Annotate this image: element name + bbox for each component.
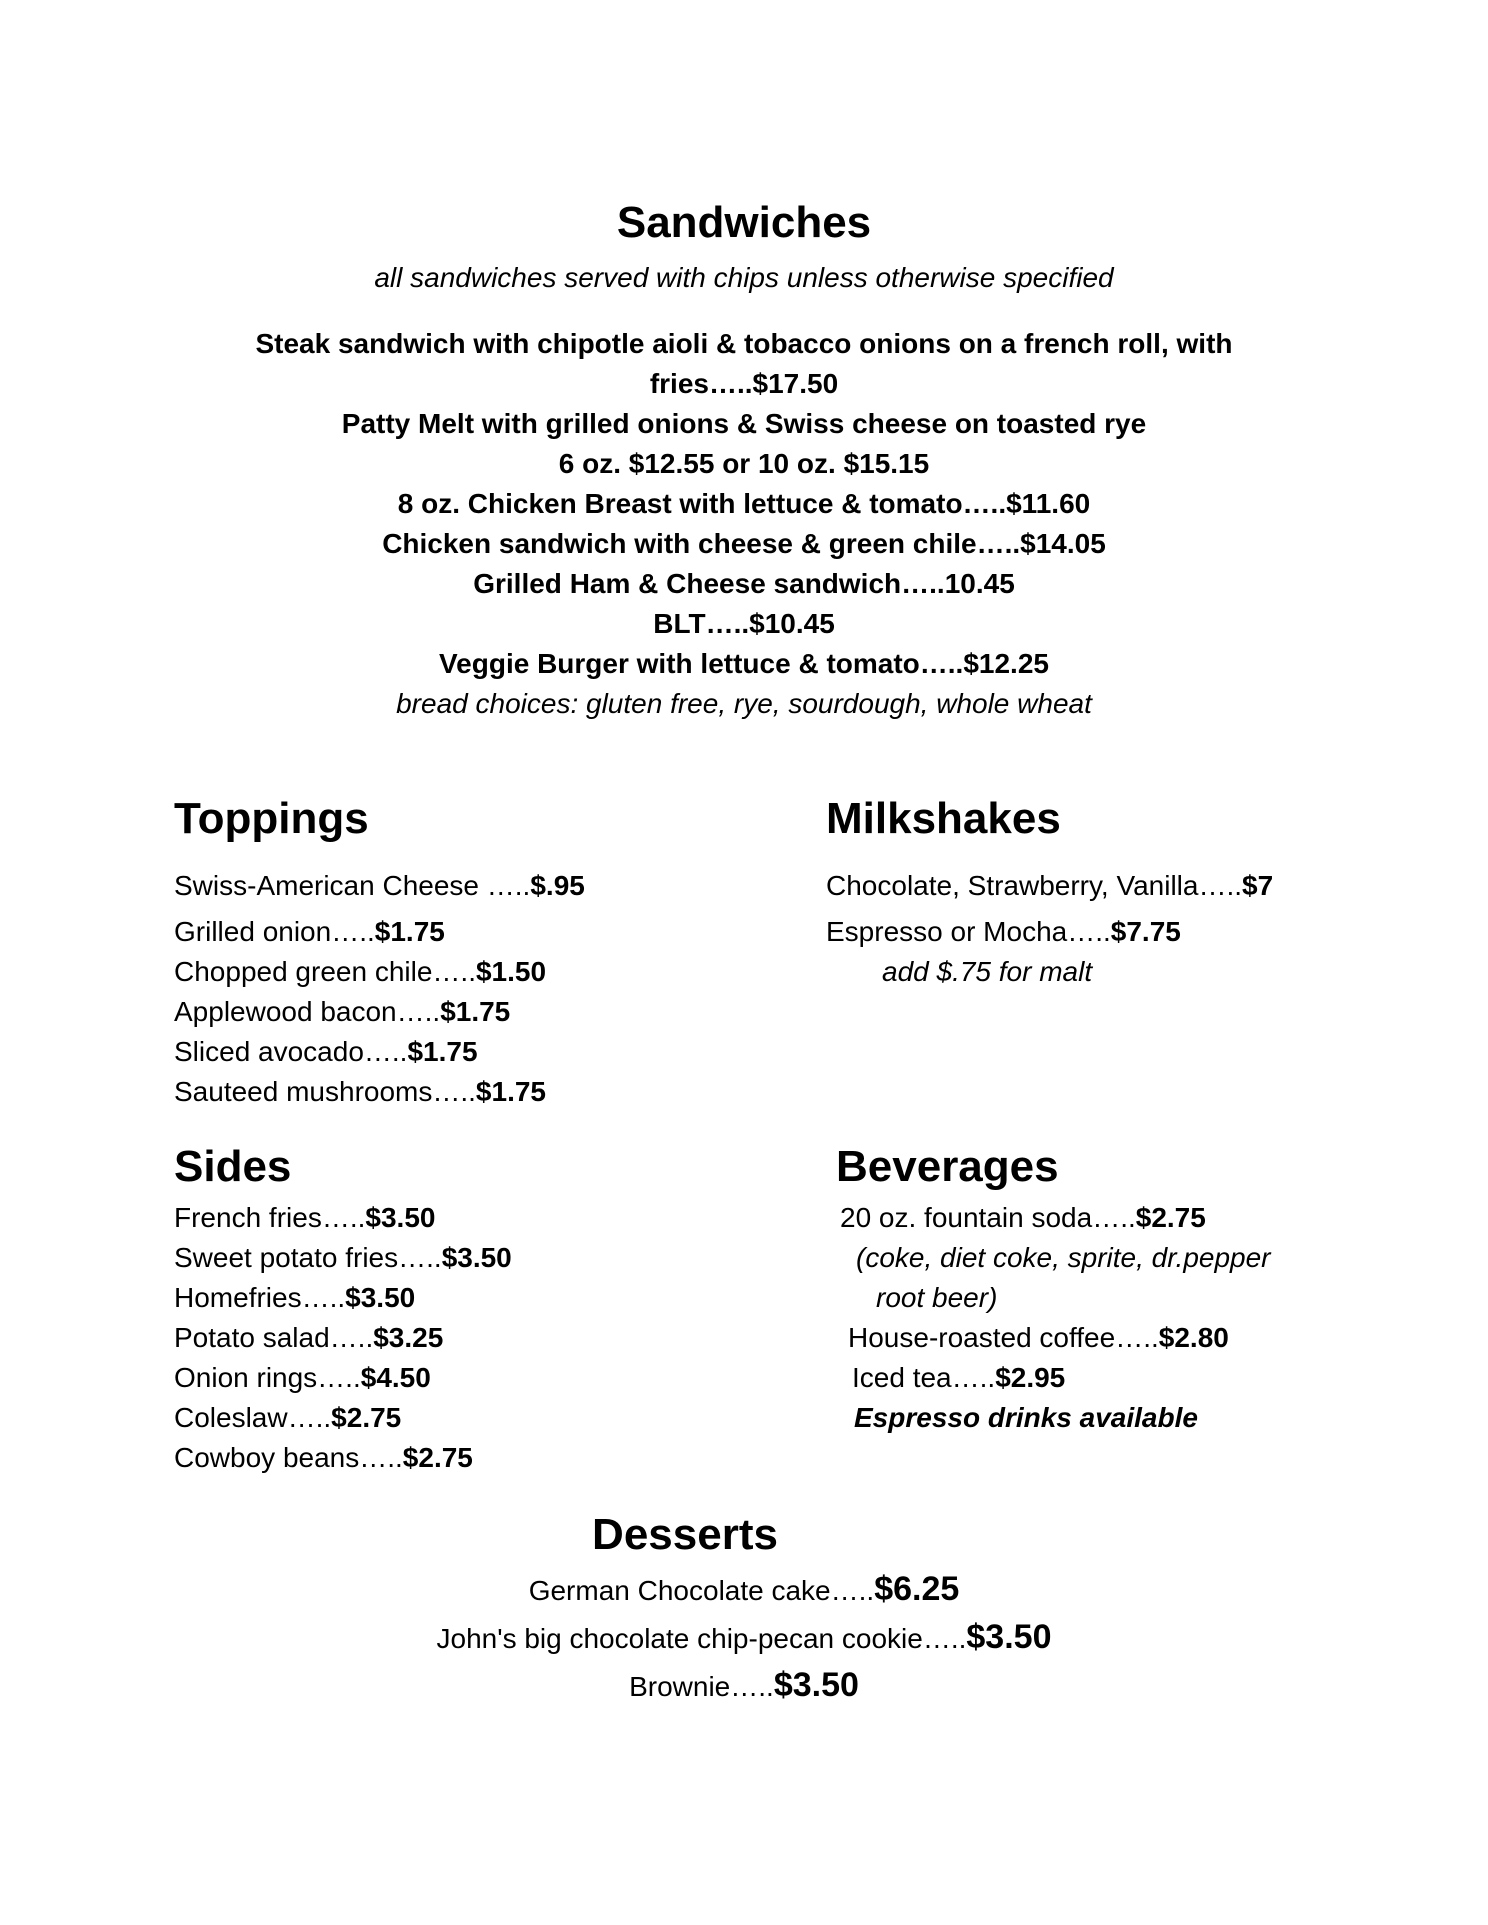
side-item: Coleslaw…..$2.75	[174, 1402, 402, 1433]
topping-item: Sliced avocado…..$1.75	[174, 1036, 478, 1067]
sandwich-line: Patty Melt with grilled onions & Swiss cheese on toasted rye	[341, 408, 1147, 439]
sandwich-line: 6 oz. $12.55 or 10 oz. $15.15	[558, 448, 930, 479]
sandwich-line: Chicken sandwich with cheese & green chile…..$14.05	[382, 528, 1106, 559]
side-item: Homefries…..$3.50	[174, 1282, 416, 1313]
sandwich-line: 8 oz. Chicken Breast with lettuce & tomato…..$11.60	[397, 488, 1091, 519]
side-item: Onion rings…..$4.50	[174, 1362, 431, 1393]
sandwich-line: Veggie Burger with lettuce & tomato…..$12.25	[439, 648, 1049, 679]
topping-item: Applewood bacon…..$1.75	[174, 996, 511, 1027]
sandwich-line: Grilled Ham & Cheese sandwich…..10.45	[473, 568, 1015, 599]
topping-item: Chopped green chile…..$1.50	[174, 956, 547, 987]
dessert-item: Brownie…..$3.50	[629, 1666, 859, 1704]
side-item: Potato salad…..$3.25	[174, 1322, 444, 1353]
sandwich-line: BLT…..$10.45	[653, 608, 835, 639]
sandwiches-heading: Sandwiches	[616, 198, 872, 247]
side-item: Cowboy beans…..$2.75	[174, 1442, 473, 1473]
topping-item: Swiss-American Cheese …..$.95	[174, 870, 585, 901]
dessert-item: German Chocolate cake…..$6.25	[528, 1570, 960, 1608]
sandwich-line: fries…..$17.50	[649, 368, 839, 399]
side-item: French fries…..$3.50	[174, 1202, 436, 1233]
malt-note: add $.75 for malt	[882, 956, 1093, 987]
topping-item: Grilled onion…..$1.75	[174, 916, 445, 947]
bread-choices-note: bread choices: gluten free, rye, sourdough, whole wheat	[396, 688, 1092, 719]
milkshake-item: Espresso or Mocha…..$7.75	[826, 916, 1181, 947]
toppings-heading: Toppings	[174, 794, 369, 843]
beverages-heading: Beverages	[836, 1142, 1059, 1191]
sides-heading: Sides	[174, 1142, 292, 1191]
milkshake-item: Chocolate, Strawberry, Vanilla…..$7	[826, 870, 1274, 901]
desserts-heading: Desserts	[592, 1510, 778, 1559]
beverage-item-coffee: House-roasted coffee…..$2.80	[848, 1322, 1229, 1353]
sandwich-line: Steak sandwich with chipotle aioli & tobacco onions on a french roll, with	[255, 328, 1233, 359]
dessert-item: John's big chocolate chip-pecan cookie…..$3.50	[436, 1618, 1052, 1656]
beverage-item-tea: Iced tea…..$2.95	[852, 1362, 1066, 1393]
topping-item: Sauteed mushrooms…..$1.75	[174, 1076, 546, 1107]
soda-flavors-note: (coke, diet coke, sprite, dr.pepper	[856, 1242, 1271, 1273]
beverage-item-soda: 20 oz. fountain soda…..$2.75	[840, 1202, 1206, 1233]
espresso-note: Espresso drinks available	[854, 1402, 1198, 1433]
sandwiches-subtitle: all sandwiches served with chips unless otherwise specified	[374, 262, 1114, 293]
soda-flavors-note: root beer)	[876, 1282, 998, 1313]
side-item: Sweet potato fries…..$3.50	[174, 1242, 512, 1273]
milkshakes-heading: Milkshakes	[826, 794, 1061, 843]
